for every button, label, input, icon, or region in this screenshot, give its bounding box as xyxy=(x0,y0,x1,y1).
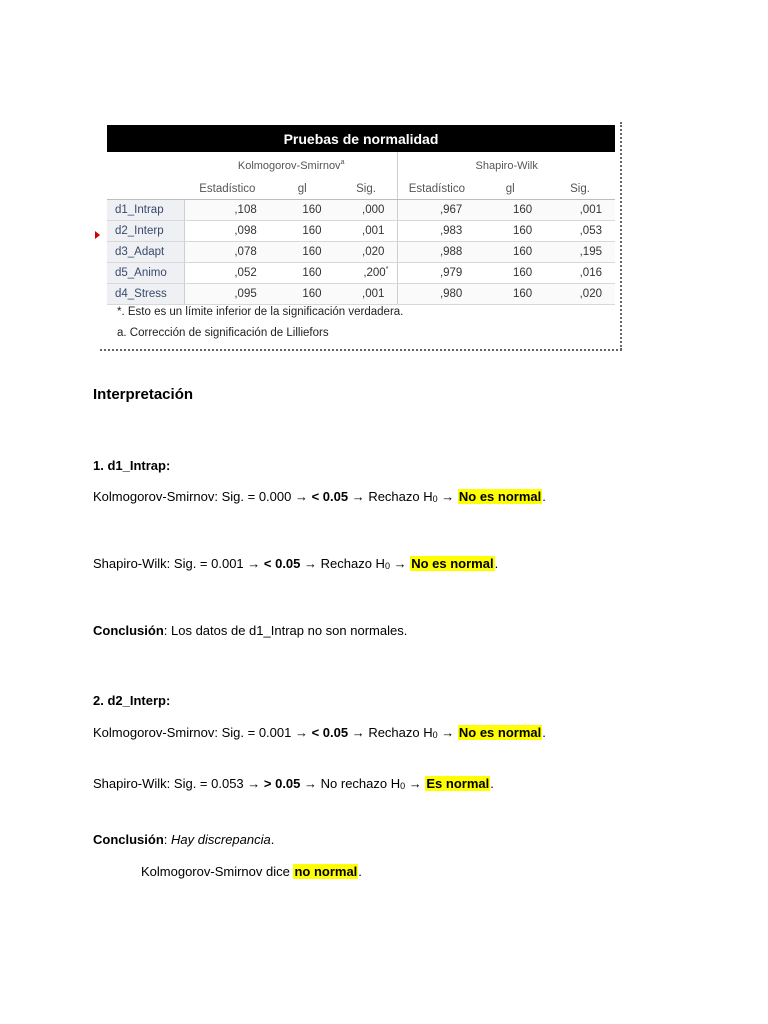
table-title: Pruebas de normalidad xyxy=(107,125,615,152)
cell-sw-statistic: ,983 xyxy=(398,221,475,242)
d2-ks-line: Kolmogorov-Smirnov: Sig. = 0.001 → < 0.05 → Rechazo H0 → No es normal. xyxy=(93,725,546,740)
cell-ks-sig: ,020 xyxy=(335,242,398,263)
interpretation-heading: Interpretación xyxy=(93,386,194,403)
cell-ks-statistic: ,052 xyxy=(185,263,270,284)
cell-ks-statistic: ,108 xyxy=(185,200,270,221)
col-header: Estadístico xyxy=(398,179,475,200)
cell-ks-sig: ,000 xyxy=(335,200,398,221)
cell-sw-gl: 160 xyxy=(475,242,545,263)
d1-conclusion: Conclusión: Los datos de d1_Intrap no son normales. xyxy=(93,623,408,638)
cell-ks-gl: 160 xyxy=(270,242,335,263)
highlight-result: No es normal xyxy=(411,556,494,571)
cell-ks-gl: 160 xyxy=(270,200,335,221)
cell-sw-statistic: ,979 xyxy=(398,263,475,284)
row-marker-icon xyxy=(95,231,100,239)
d2-ks-says: Kolmogorov-Smirnov dice no normal. xyxy=(141,864,362,879)
cell-sw-statistic: ,980 xyxy=(398,284,475,305)
footnote-lower-bound: *. Esto es un límite inferior de la significación verdadera. xyxy=(117,306,404,318)
d1-ks-line: Kolmogorov-Smirnov: Sig. = 0.000 → < 0.05 → Rechazo H0 → No es normal. xyxy=(93,489,546,504)
col-header: Sig. xyxy=(335,179,398,200)
group-header-ks: Kolmogorov-Smirnov$^a$ xyxy=(237,158,345,172)
cell-sw-gl: 160 xyxy=(475,284,545,305)
cell-sw-statistic: ,988 xyxy=(398,242,475,263)
d2-conclusion: Conclusión: Hay discrepancia. xyxy=(93,832,275,847)
cell-ks-sig: ,001 xyxy=(335,221,398,242)
cell-sw-gl: 160 xyxy=(475,200,545,221)
table-row xyxy=(107,242,615,263)
cell-ks-sig: ,200* xyxy=(335,263,398,284)
section-title-d2: 2. d2_Interp: xyxy=(93,693,171,708)
cell-sw-gl: 160 xyxy=(475,221,545,242)
col-header: Estadístico xyxy=(185,179,270,200)
cell-sw-statistic: ,967 xyxy=(398,200,475,221)
highlight-result: no normal xyxy=(294,864,358,879)
highlight-result: No es normal xyxy=(458,725,542,740)
highlight-result: Es normal xyxy=(426,776,490,791)
cell-sw-sig: ,020 xyxy=(545,284,615,305)
row-label: d2_Interp xyxy=(107,221,185,242)
table-row xyxy=(107,284,615,305)
col-header: Sig. xyxy=(545,179,615,200)
cell-ks-statistic: ,078 xyxy=(185,242,270,263)
col-header: gl xyxy=(270,179,335,200)
cell-sw-sig: ,001 xyxy=(545,200,615,221)
row-label: d4_Stress xyxy=(107,284,185,305)
image-selection-border-right xyxy=(620,122,622,350)
row-label: d1_Intrap xyxy=(107,200,185,221)
cell-ks-statistic: ,098 xyxy=(185,221,270,242)
cell-ks-gl: 160 xyxy=(270,221,335,242)
highlight-result: No es normal xyxy=(458,489,542,504)
row-label: d5_Animo xyxy=(107,263,185,284)
normality-tests-table xyxy=(107,125,615,305)
cell-ks-statistic: ,095 xyxy=(185,284,270,305)
cell-sw-sig: ,016 xyxy=(545,263,615,284)
image-selection-border-bottom xyxy=(100,349,622,351)
group-header-sw: Shapiro-Wilk xyxy=(398,152,615,179)
d2-sw-line: Shapiro-Wilk: Sig. = 0.053 → > 0.05 → No rechazo H0 → Es normal. xyxy=(93,776,494,791)
col-header: gl xyxy=(475,179,545,200)
table-row xyxy=(107,221,615,242)
cell-sw-sig: ,195 xyxy=(545,242,615,263)
d1-sw-line: Shapiro-Wilk: Sig. = 0.001 → < 0.05 → Rechazo H0 → No es normal. xyxy=(93,556,499,571)
row-label: d3_Adapt xyxy=(107,242,185,263)
footnote-lilliefors: a. Corrección de significación de Lilliefors xyxy=(117,327,329,339)
section-title-d1: 1. d1_Intrap: xyxy=(93,458,171,473)
cell-ks-gl: 160 xyxy=(270,263,335,284)
table-row xyxy=(107,263,615,284)
cell-ks-sig: ,001 xyxy=(335,284,398,305)
cell-sw-sig: ,053 xyxy=(545,221,615,242)
table-row xyxy=(107,200,615,221)
cell-ks-gl: 160 xyxy=(270,284,335,305)
cell-sw-gl: 160 xyxy=(475,263,545,284)
